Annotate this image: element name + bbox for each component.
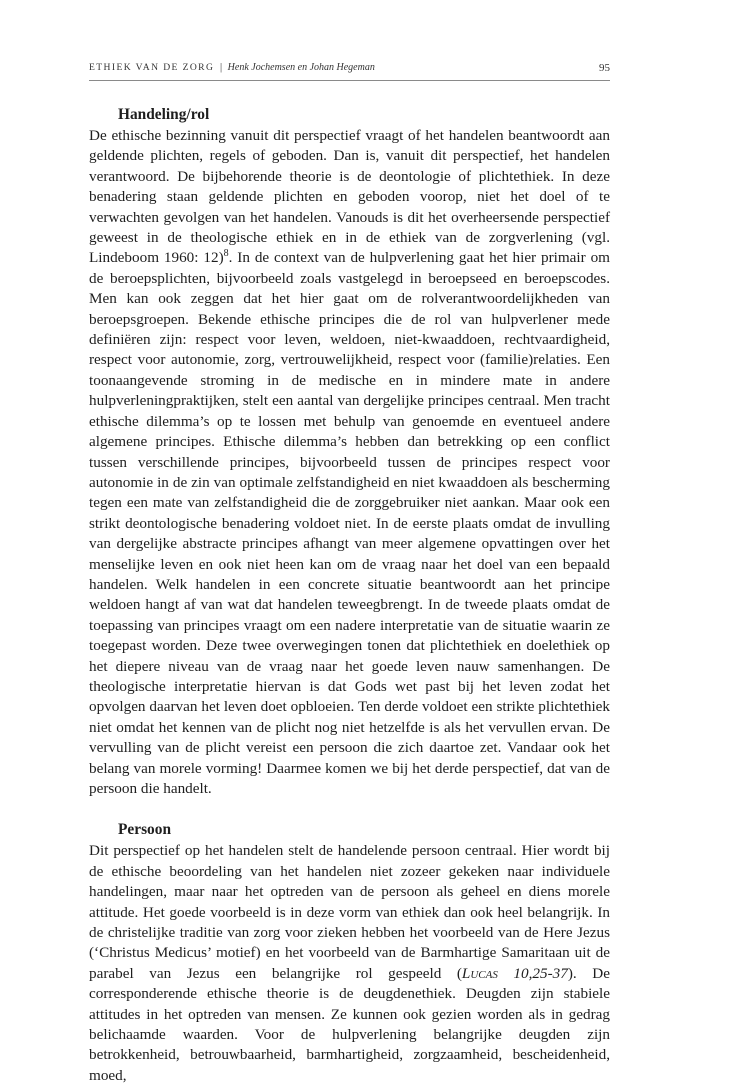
paragraph-part: . In de context van de hulpverlening gaat het hier primair om de beroepsplichten, bijvoorbeeld zoals vastgelegd in beroepseed en beroepscodes. Men kan ook zeggen dat het hier gaat om de rolverantwoordelijkheden van beroepsgroepen. Bekende ethische principes die de rol van hulpverlener mede definiëren zijn: respect voor leven, weldoen, niet-kwaaddoen, rechtvaardigheid, respect voor autonomie, zorg, vertrouwelijkheid, respect voor (familie)relaties. Een toonaangevende stroming in de medische en in mindere mate in andere hulpverleningpraktijken, stelt een aantal van dergelijke principes centraal. Men tracht ethische dilemma’s op te lossen met behulp van genoemde en eventueel andere algemene principes. Ethische dilemma’s hebben dan betrekking op een conflict tussen verschillende principes, bijvoorbeeld tussen de principes respect voor autonomie in de zin van optimale zelfstandigheid en niet kwaaddoen als bescherming tegen een mate van zelfstandigheid die de zorggebruiker niet aankan. Maar ook een strikt deontologische benadering voldoet niet. In de eerste plaats omdat de invulling van dergelijke abstracte principes afhangt van meer algemene opvattingen over het menselijke leven en ook niet heen kan om de vraag naar het doel van een bepaald handelen. Welk handelen in een concrete situatie beantwoordt aan het principe weldoen hangt af van wat dat handelen teweegbrengt. In de tweede plaats omdat de toepassing van principes vraagt om een nadere interpretatie van de situatie waarin ze toegepast worden. Deze twee overwegingen tonen dat plichtethiek en doelethiek op het diepere niveau van de vraag naar het goede leven nauw samenhangen. De theologische interpretatie hiervan is dat Gods wet past bij het leven zodat het opvolgen daarvan het leven doet opbloeien. Ten derde voldoet een strikte plichtethiek niet omdat het kennen van de plicht nog niet hetzelfde is als het vervullen ervan. De vervulling van de plicht vereist een persoon die zich daartoe zet. Vandaar ook het belang van morele vorming! Daarmee komen we bij het derde perspectief, dat van de persoon die handelt. (89, 249, 610, 797)
paragraph-part: De ethische bezinning vanuit dit perspectief vraagt of het handelen beantwoordt aan geldende plichten, regels of geboden. Dan is, vanuit dit perspectief, het handelen verantwoord. De bijbehorende theorie is de deontologie of plichtethiek. In deze benadering staan geldende plichten en geboden voorop, niet het doel of te verwachten gevolgen van het handelen. Vanouds is dit het overheersende perspectief geweest in de theologische ethiek en in de ethiek van de zorgverlening (vgl. Lindeboom 1960: 12) (89, 127, 610, 267)
body-text (89, 104, 610, 1086)
section-heading-persoon: Persoon (118, 821, 172, 839)
journal-title: ETHIEK VAN DE ZORG (89, 62, 215, 73)
footnote-ref[interactable]: 8 (223, 248, 229, 260)
page-number: 95 (599, 62, 610, 74)
section-gap (89, 799, 610, 819)
bible-reference: Lucas 10,25-37 (461, 964, 568, 982)
paragraph-part: ). De corresponderende ethische theorie is de deugdenethiek. Deugden zijn stabiele attitudes in het optreden van mensen. Ze kunnen ook gezien worden als in gedrag belichaamde waarden. Voor de hulpverlening belangrijke deugden zijn betrokkenheid, betrouwbaarheid, barmhartigheid, zorgzaamheid, bescheidenheid, moed, (89, 964, 610, 1084)
section-heading-handeling-rol: Handeling/rol (118, 106, 210, 123)
header-separator: | (219, 62, 223, 73)
author-names: Henk Jochemsen en Johan Hegeman (227, 62, 375, 73)
paragraph-persoon (89, 841, 610, 1086)
paragraph-handeling-rol (89, 126, 610, 799)
paragraph-part: Dit perspectief op het handelen stelt de handelende persoon centraal. Hier wordt bij de ethische beoordeling van het handelen niet zozeer gekeken naar individuele handelingen, maar naar het optreden van de persoon als geheel en diens morele attitude. Het goede voorbeeld is in deze vorm van ethiek dan ook heel belangrijk. In de christelijke traditie van zorg voor zieken hebben het voorbeeld van de Here Jezus (‘Christus Medicus’ motief) en het voorbeeld van de Barmhartige Samaritaan uit de parabel van Jezus een belangrijke rol gespeeld ( (89, 842, 610, 982)
running-head (89, 62, 610, 81)
